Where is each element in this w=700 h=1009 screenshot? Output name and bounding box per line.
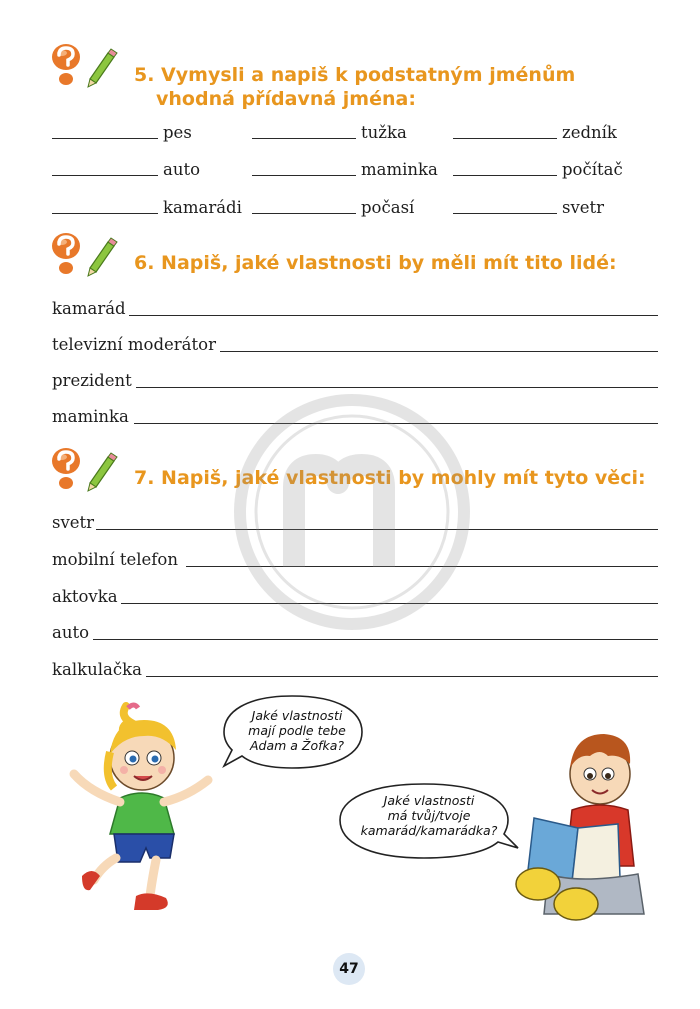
exercise-7-row — [52, 549, 658, 571]
noun-word: pes — [163, 123, 192, 142]
answer-line[interactable] — [93, 639, 658, 640]
bubble-line: kamarád/kamarádka? — [360, 823, 498, 838]
object-label: svetr — [52, 513, 95, 532]
person-label: kamarád — [52, 299, 126, 318]
boy-illustration — [508, 728, 658, 928]
bubble-line: Jaké vlastnosti — [251, 708, 343, 723]
exercise-7-row — [52, 586, 658, 608]
question-mark-icon — [50, 232, 130, 282]
answer-blank[interactable] — [252, 213, 356, 214]
noun-word: kamarádi — [163, 198, 242, 217]
person-label: prezident — [52, 371, 132, 390]
girl-illustration — [64, 700, 224, 920]
answer-blank[interactable] — [252, 175, 356, 176]
answer-line[interactable] — [136, 387, 658, 388]
object-label: aktovka — [52, 587, 118, 606]
girl-speech-text — [236, 708, 358, 753]
exercise-5-title-line-2: vhodná přídavná jména: — [156, 88, 416, 110]
answer-blank[interactable] — [453, 138, 557, 139]
exercise-7-row — [52, 622, 658, 644]
answer-blank[interactable] — [453, 175, 557, 176]
noun-word: maminka — [361, 160, 438, 179]
page-number: 47 — [333, 953, 365, 985]
question-mark-icon — [50, 447, 130, 497]
object-label: kalkulačka — [52, 660, 142, 679]
noun-word: zedník — [562, 123, 617, 142]
exercise-6-icons — [50, 232, 130, 282]
answer-line[interactable] — [146, 676, 658, 677]
noun-word: počasí — [361, 198, 415, 217]
exercise-7-row — [52, 512, 658, 534]
bubble-line: mají podle tebe — [248, 723, 346, 738]
exercise-6-row — [52, 298, 658, 320]
exercise-6-row — [52, 406, 658, 428]
person-label: maminka — [52, 407, 129, 426]
answer-line[interactable] — [134, 423, 658, 424]
answer-line[interactable] — [129, 315, 658, 316]
exercise-5-title-line-1: 5. Vymysli a napiš k podstatným jménům — [134, 64, 576, 86]
exercise-7-icons — [50, 447, 130, 497]
answer-blank[interactable] — [252, 138, 356, 139]
noun-word: auto — [163, 160, 201, 179]
answer-blank[interactable] — [52, 138, 158, 139]
answer-line[interactable] — [121, 603, 658, 604]
answer-line[interactable] — [220, 351, 658, 352]
exercise-6-row — [52, 334, 658, 356]
object-label: mobilní telefon — [52, 550, 178, 569]
exercise-6-row — [52, 370, 658, 392]
answer-blank[interactable] — [453, 213, 557, 214]
exercise-7-row — [52, 659, 658, 681]
boy-speech-text — [348, 793, 510, 838]
exercise-6-title: 6. Napiš, jaké vlastnosti by měli mít tito lidé: — [134, 252, 617, 274]
answer-blank[interactable] — [52, 175, 158, 176]
bubble-line: Jaké vlastnosti — [383, 793, 475, 808]
answer-line[interactable] — [96, 529, 658, 530]
bubble-line: má tvůj/tvoje — [387, 808, 471, 823]
exercise-7-title: 7. Napiš, jaké vlastnosti by mohly mít tyto věci: — [134, 467, 646, 489]
bubble-line: Adam a Žofka? — [249, 738, 345, 753]
noun-word: svetr — [562, 198, 605, 217]
noun-word: tužka — [361, 123, 407, 142]
person-label: televizní moderátor — [52, 335, 216, 354]
noun-word: počítač — [562, 160, 623, 179]
object-label: auto — [52, 623, 90, 642]
exercise-5-icons — [50, 43, 130, 93]
question-mark-icon — [50, 43, 130, 93]
answer-line[interactable] — [186, 566, 658, 567]
answer-blank[interactable] — [52, 213, 158, 214]
